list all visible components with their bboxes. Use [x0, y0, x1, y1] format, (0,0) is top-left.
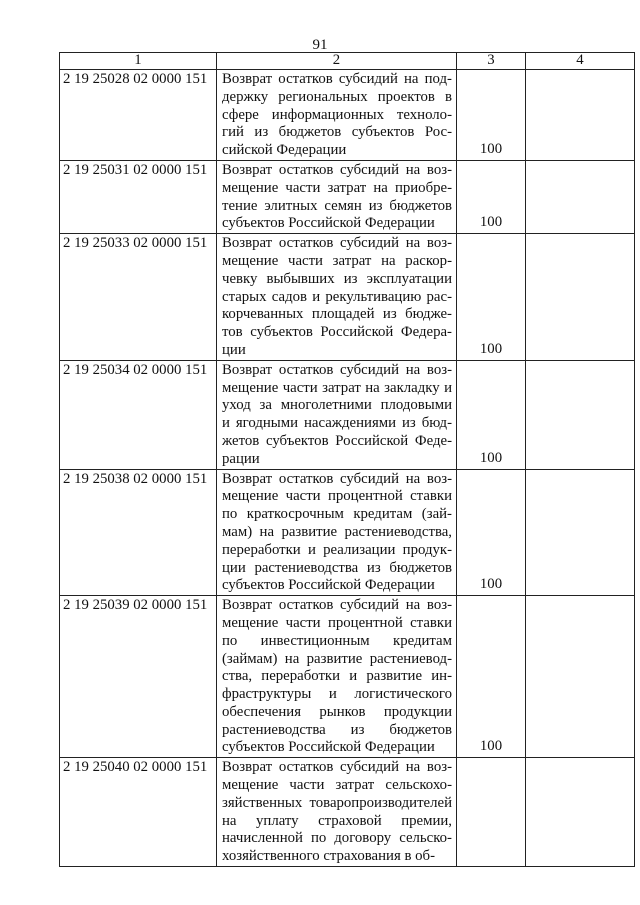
budget-code-cell: 2 19 25040 02 0000 151 [60, 758, 217, 867]
income-name-line: обеспечения рынков продукции [222, 703, 452, 720]
amount-cell: 100 [457, 234, 526, 361]
income-name-line: сфере информационных техноло- [222, 106, 452, 123]
column-4-cell [526, 360, 635, 469]
income-name-line: жетов субъектов Российской Феде- [222, 432, 452, 449]
budget-code-cell: 2 19 25031 02 0000 151 [60, 160, 217, 233]
income-name-line: на уплату страховой премии, [222, 812, 452, 829]
income-name-line: чевку выбывших из эксплуатации [222, 270, 452, 287]
income-name-line: уход за многолетними плодовыми [222, 397, 452, 414]
income-name-line: рации [222, 450, 260, 467]
income-name-line: зяйственных товаропроизводителей [222, 794, 452, 811]
table-header-row [60, 53, 635, 70]
income-name-line: растениеводства из бюджетов [222, 721, 452, 738]
income-name-line: по краткосрочным кредитам (зай- [222, 506, 452, 523]
income-name-line: ции [222, 341, 246, 358]
income-name-line: хозяйственного страхования в об- [222, 848, 435, 865]
table-row [60, 758, 635, 867]
income-name-cell [217, 360, 457, 469]
income-name-cell [217, 234, 457, 361]
income-name-line: тов субъектов Российской Федера- [222, 324, 452, 341]
column-4-cell [526, 596, 635, 758]
table-row [60, 234, 635, 361]
income-name-line: субъектов Российской Федерации [222, 215, 435, 232]
income-name-line: мещение части процентной ставки [222, 488, 452, 505]
amount-cell: 100 [457, 596, 526, 758]
income-name-line: старых садов и рекультивацию рас- [222, 288, 452, 305]
income-name-line: корчеванных площадей из бюдже- [222, 306, 452, 323]
income-name-line: Возврат остатков субсидий на воз- [222, 361, 452, 378]
amount-cell [457, 758, 526, 867]
budget-code-cell: 2 19 25039 02 0000 151 [60, 596, 217, 758]
income-name-line: мещение части затрат сельскохо- [222, 777, 452, 794]
income-name-line: ции растениеводства из бюджетов [222, 559, 452, 576]
income-name-line: субъектов Российской Федерации [222, 577, 435, 594]
income-name-line: Возврат остатков субсидий на воз- [222, 759, 452, 776]
table-row [60, 360, 635, 469]
budget-code-cell: 2 19 25034 02 0000 151 [60, 360, 217, 469]
income-name-line: Возврат остатков субсидий на воз- [222, 597, 452, 614]
amount-cell: 100 [457, 469, 526, 596]
column-4-cell [526, 160, 635, 233]
income-name-line: Возврат остатков субсидий на воз- [222, 161, 452, 178]
income-name-line: (займам) на развитие растениевод- [222, 650, 452, 667]
income-name-line: Возврат остатков субсидий на под- [222, 71, 452, 87]
budget-code-cell: 2 19 25038 02 0000 151 [60, 469, 217, 596]
income-name-line: сийской Федерации [222, 142, 347, 159]
income-name-cell [217, 160, 457, 233]
budget-classification-table [59, 52, 635, 867]
column-header-4: 4 [526, 53, 635, 70]
table-row [60, 596, 635, 758]
column-header-1: 1 [60, 53, 217, 70]
income-name-line: мещение части затрат на приобре- [222, 179, 452, 196]
income-name-line: мам) на развитие растениеводства, [222, 523, 452, 540]
income-name-line: ства, переработки и развитие ин- [222, 668, 452, 685]
income-name-line: субъектов Российской Федерации [222, 739, 435, 756]
column-4-cell [526, 469, 635, 596]
column-header-2: 2 [217, 53, 457, 70]
income-name-line: переработки и реализации продук- [222, 541, 452, 558]
income-name-line: фраструктуры и логистического [222, 686, 452, 703]
income-name-line: тение элитных семян из бюджетов [222, 197, 452, 214]
income-name-line: гий из бюджетов субъектов Рос- [222, 124, 452, 141]
income-name-line: и ягодными насаждениями из бюд- [222, 415, 452, 432]
income-name-line: держку региональных проектов в [222, 88, 452, 105]
table-row [60, 70, 635, 161]
income-name-line: Возврат остатков субсидий на воз- [222, 235, 452, 252]
income-name-line: мещение части процентной ставки [222, 614, 452, 631]
amount-cell: 100 [457, 160, 526, 233]
income-name-line: начисленной по договору сельско- [222, 830, 452, 847]
income-name-cell [217, 70, 457, 161]
income-name-cell [217, 596, 457, 758]
income-name-line: мещение части затрат на раскор- [222, 252, 452, 269]
income-name-cell [217, 469, 457, 596]
column-4-cell [526, 758, 635, 867]
income-name-line: мещение части затрат на закладку и [222, 379, 452, 396]
amount-cell: 100 [457, 360, 526, 469]
page-number: 91 [312, 37, 328, 53]
table-row [60, 469, 635, 596]
income-name-line: по инвестиционным кредитам [222, 632, 452, 649]
column-header-3: 3 [457, 53, 526, 70]
budget-code-cell: 2 19 25033 02 0000 151 [60, 234, 217, 361]
amount-cell: 100 [457, 70, 526, 161]
column-4-cell [526, 70, 635, 161]
table-body [60, 70, 635, 867]
budget-code-cell: 2 19 25028 02 0000 151 [60, 70, 217, 161]
table-row [60, 160, 635, 233]
income-name-cell [217, 758, 457, 867]
income-name-line: Возврат остатков субсидий на воз- [222, 470, 452, 487]
column-4-cell [526, 234, 635, 361]
